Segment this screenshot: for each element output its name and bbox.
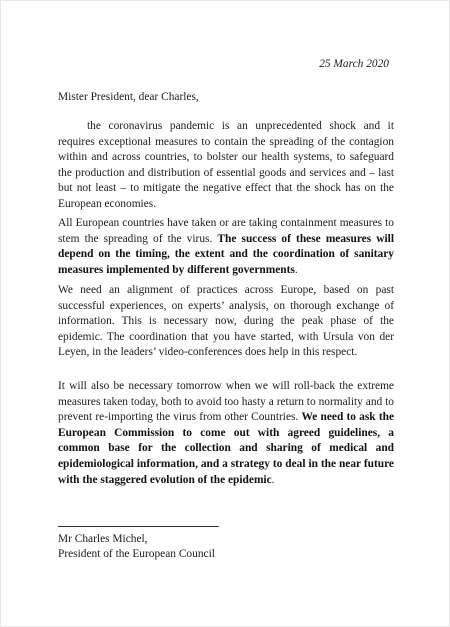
salutation: Mister President, dear Charles, bbox=[58, 91, 199, 103]
recipient-name: Mr Charles Michel, bbox=[58, 533, 148, 545]
paragraph-4 bbox=[58, 379, 394, 488]
paragraph-text: the coronavirus pandemic is an unprecedented shock and it requires exceptional measures to contain the spreading of the contagion within and across countries, to bolster our health systems, to safeguard the production and distribution of essential goods and services and – last but not least – to mitigate the negative effect that the shock has on the European economies. bbox=[58, 120, 394, 210]
paragraph-text: It will also be necessary tomorrow when we will roll-back the extreme measures taken today, both to avoid too hasty a return to normality and to prevent re-importing the virus from other Countries. bbox=[58, 380, 394, 424]
paragraph-2 bbox=[58, 216, 394, 278]
emphasized-text: The success of these measures will depend on the timing, the extent and the coordination of sanitary measures implemented by different governments bbox=[58, 232, 394, 276]
recipient-title: President of the European Council bbox=[58, 547, 215, 560]
paragraph-text: . bbox=[271, 473, 275, 486]
signatory-block bbox=[58, 532, 215, 561]
paragraph-1 bbox=[58, 119, 394, 213]
paragraph-text: All European countries have taken or are taking containment measures to stem the spreading of the virus. bbox=[58, 217, 394, 245]
letter-date: 25 March 2020 bbox=[319, 58, 389, 70]
paragraph-text: . bbox=[294, 263, 298, 276]
signature-line bbox=[58, 526, 219, 527]
paragraph-text: We need an alignment of practices across Europe, based on past successful experiences, on experts’ analysis, on thorough exchange of information. This is necessary now, during the peak phase of the epidemic. The coordination that you have started, with Ursula von der Leyen, in the leaders’ video-conferences does help in this respect. bbox=[58, 284, 394, 359]
emphasized-text: We need to ask the European Commission to come out with agreed guidelines, a common base for the collection and sharing of medical and epidemiological information, and a strategy to deal in the near future with the staggered evolution of the epidemic bbox=[58, 411, 395, 486]
paragraph-3 bbox=[58, 283, 394, 361]
